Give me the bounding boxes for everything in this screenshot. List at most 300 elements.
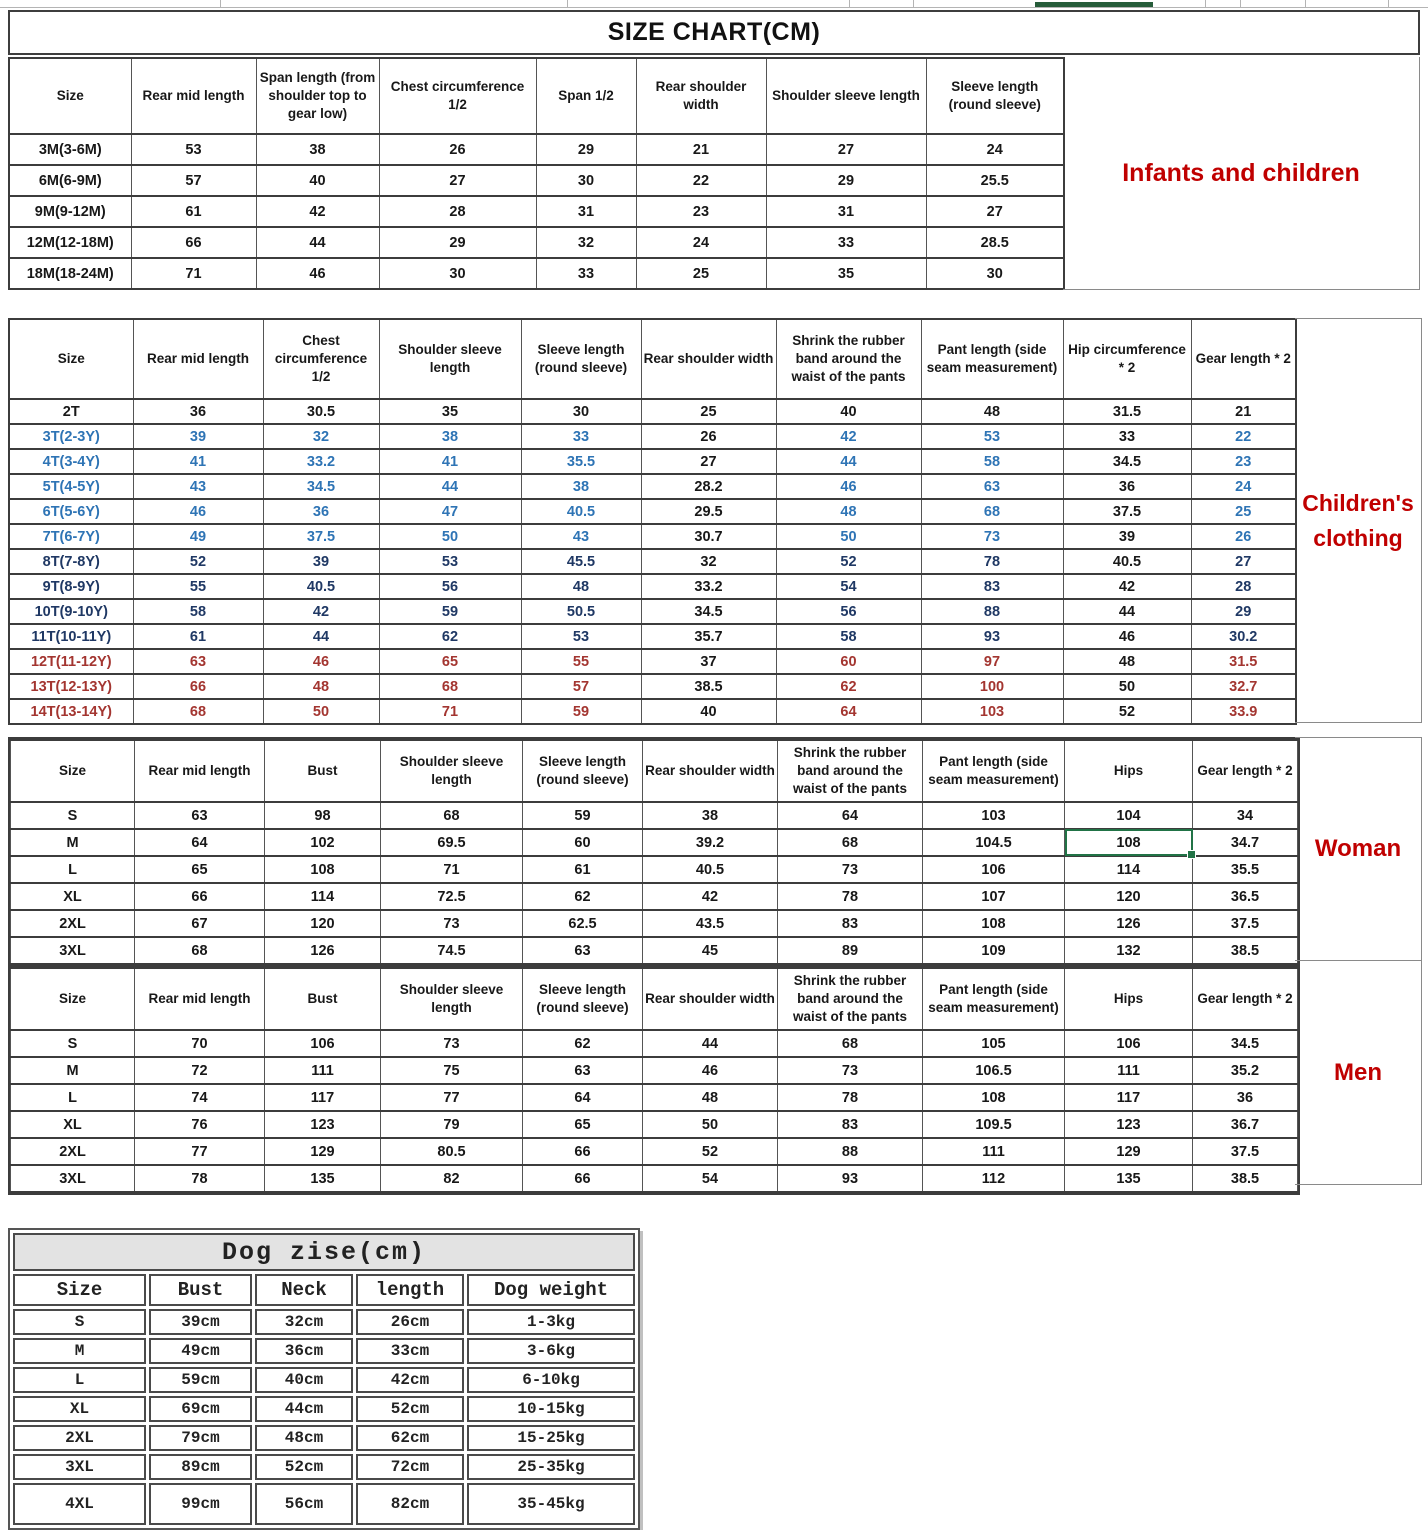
value-cell: 57 (131, 165, 256, 196)
value-cell: 50 (263, 699, 379, 724)
value-cell: 71 (131, 258, 256, 289)
value-cell: 29 (536, 134, 636, 165)
grid-tick (1240, 0, 1241, 8)
column-header: Hip circumference * 2 (1063, 319, 1191, 399)
value-cell: 135 (1065, 1165, 1193, 1192)
table-row (9, 574, 1296, 599)
size-cell: L (11, 1084, 135, 1111)
value-cell: 42 (263, 599, 379, 624)
column-header: Sleeve length (round sleeve) (523, 968, 643, 1030)
value-cell: 88 (921, 599, 1063, 624)
size-cell: 9T(8-9Y) (9, 574, 133, 599)
header-row (11, 740, 1298, 802)
value-cell: 55 (133, 574, 263, 599)
size-cell: S (11, 1030, 135, 1057)
value-cell: 111 (265, 1057, 381, 1084)
table-row (11, 1138, 1298, 1165)
value-cell: 66 (523, 1138, 643, 1165)
size-cell: 2XL (11, 1138, 135, 1165)
value-cell: 114 (265, 883, 381, 910)
value-cell: 106 (265, 1030, 381, 1057)
column-header: Size (11, 968, 135, 1030)
value-cell: 34.5 (641, 599, 776, 624)
value-cell: 34.7 (1193, 829, 1298, 856)
table-row (11, 883, 1298, 910)
value-cell: 106 (1065, 1030, 1193, 1057)
size-cell: 3XL (11, 1165, 135, 1192)
value-cell: 59 (521, 699, 641, 724)
value-cell: 65 (135, 856, 265, 883)
value-cell: 65 (379, 649, 521, 674)
size-cell: 6T(5-6Y) (9, 499, 133, 524)
column-header: Span 1/2 (536, 58, 636, 134)
value-cell: 52 (1063, 699, 1191, 724)
value-cell: 72cm (356, 1454, 464, 1480)
value-cell: 39 (263, 549, 379, 574)
value-cell: 43.5 (643, 910, 778, 937)
value-cell: 44 (256, 227, 379, 258)
column-header: Gear length * 2 (1191, 319, 1296, 399)
value-cell: 29 (379, 227, 536, 258)
value-cell: 126 (265, 937, 381, 964)
column-header: Pant length (side seam measurement) (921, 319, 1063, 399)
value-cell: 114 (1065, 856, 1193, 883)
selected-cell: 108 (1065, 829, 1193, 856)
column-header: Shoulder sleeve length (381, 740, 523, 802)
value-cell: 35.5 (521, 449, 641, 474)
value-cell: 32.7 (1191, 674, 1296, 699)
value-cell: 23 (1191, 449, 1296, 474)
size-cell: M (11, 1057, 135, 1084)
column-header: Size (13, 1274, 146, 1306)
value-cell: 37.5 (1063, 499, 1191, 524)
value-cell: 27 (379, 165, 536, 196)
table-row (13, 1367, 635, 1393)
value-cell: 72.5 (381, 883, 523, 910)
value-cell: 66 (131, 227, 256, 258)
table-row (13, 1483, 635, 1525)
value-cell: 6-10kg (467, 1367, 635, 1393)
value-cell: 56cm (255, 1483, 353, 1525)
value-cell: 68 (921, 499, 1063, 524)
value-cell: 108 (923, 1084, 1065, 1111)
value-cell: 42 (776, 424, 921, 449)
table-title: Dog zise(cm) (13, 1233, 635, 1271)
value-cell: 104.5 (923, 829, 1065, 856)
value-cell: 15-25kg (467, 1425, 635, 1451)
value-cell: 28.2 (641, 474, 776, 499)
value-cell: 27 (926, 196, 1064, 227)
value-cell: 40cm (255, 1367, 353, 1393)
value-cell: 48 (263, 674, 379, 699)
value-cell: 33.2 (641, 574, 776, 599)
infants-size-table (8, 57, 1065, 290)
value-cell: 36.5 (1193, 883, 1298, 910)
value-cell: 33 (521, 424, 641, 449)
value-cell: 33 (766, 227, 926, 258)
spreadsheet-gridline-strip (0, 0, 1428, 9)
value-cell: 89 (778, 937, 923, 964)
value-cell: 27 (641, 449, 776, 474)
value-cell: 33cm (356, 1338, 464, 1364)
table-row (13, 1425, 635, 1451)
value-cell: 108 (923, 910, 1065, 937)
column-header: Gear length * 2 (1193, 968, 1298, 1030)
section-label-children: Children's clothing (1295, 318, 1422, 723)
children-size-table (8, 318, 1297, 725)
value-cell: 1-3kg (467, 1309, 635, 1335)
value-cell: 62 (776, 674, 921, 699)
value-cell: 35 (379, 399, 521, 424)
table-row (9, 399, 1296, 424)
value-cell: 21 (1191, 399, 1296, 424)
value-cell: 77 (135, 1138, 265, 1165)
column-header: Bust (149, 1274, 252, 1306)
value-cell: 63 (523, 1057, 643, 1084)
value-cell: 33 (536, 258, 636, 289)
value-cell: 25-35kg (467, 1454, 635, 1480)
value-cell: 40.5 (521, 499, 641, 524)
column-header: Rear mid length (131, 58, 256, 134)
value-cell: 38 (643, 802, 778, 829)
section-label-men: Men (1295, 961, 1422, 1185)
grid-tick (1205, 0, 1206, 8)
value-cell: 103 (921, 699, 1063, 724)
value-cell: 68 (381, 802, 523, 829)
value-cell: 68 (133, 699, 263, 724)
value-cell: 41 (379, 449, 521, 474)
value-cell: 79 (381, 1111, 523, 1138)
value-cell: 74 (135, 1084, 265, 1111)
grid-tick (1305, 0, 1306, 8)
table-row (9, 549, 1296, 574)
value-cell: 25 (1191, 499, 1296, 524)
grid-green-accent (1035, 2, 1153, 7)
value-cell: 35.7 (641, 624, 776, 649)
value-cell: 49 (133, 524, 263, 549)
value-cell: 31.5 (1191, 649, 1296, 674)
value-cell: 76 (135, 1111, 265, 1138)
column-header: Chest circumference 1/2 (263, 319, 379, 399)
value-cell: 64 (778, 802, 923, 829)
value-cell: 46 (263, 649, 379, 674)
value-cell: 24 (1191, 474, 1296, 499)
value-cell: 117 (265, 1084, 381, 1111)
value-cell: 93 (778, 1165, 923, 1192)
size-cell: 11T(10-11Y) (9, 624, 133, 649)
value-cell: 62.5 (523, 910, 643, 937)
size-cell: 8T(7-8Y) (9, 549, 133, 574)
value-cell: 35.2 (1193, 1057, 1298, 1084)
value-cell: 108 (265, 856, 381, 883)
value-cell: 48 (643, 1084, 778, 1111)
size-cell: 3XL (13, 1454, 146, 1480)
value-cell: 58 (776, 624, 921, 649)
woman-size-table (8, 737, 1300, 967)
value-cell: 50 (1063, 674, 1191, 699)
value-cell: 63 (921, 474, 1063, 499)
table-row (9, 165, 1064, 196)
value-cell: 59 (523, 802, 643, 829)
table-row (11, 910, 1298, 937)
value-cell: 129 (265, 1138, 381, 1165)
size-cell: 13T(12-13Y) (9, 674, 133, 699)
value-cell: 63 (135, 802, 265, 829)
value-cell: 69.5 (381, 829, 523, 856)
value-cell: 26 (379, 134, 536, 165)
value-cell: 44 (263, 624, 379, 649)
value-cell: 88 (778, 1138, 923, 1165)
table-row (13, 1454, 635, 1480)
value-cell: 66 (523, 1165, 643, 1192)
value-cell: 129 (1065, 1138, 1193, 1165)
table-row (11, 829, 1298, 856)
value-cell: 40.5 (263, 574, 379, 599)
value-cell: 53 (921, 424, 1063, 449)
value-cell: 26 (641, 424, 776, 449)
value-cell: 39cm (149, 1309, 252, 1335)
value-cell: 105 (923, 1030, 1065, 1057)
value-cell: 30 (926, 258, 1064, 289)
value-cell: 48 (521, 574, 641, 599)
value-cell: 74.5 (381, 937, 523, 964)
column-header: length (356, 1274, 464, 1306)
value-cell: 83 (778, 1111, 923, 1138)
value-cell: 33 (1063, 424, 1191, 449)
size-cell: 12M(12-18M) (9, 227, 131, 258)
column-header: Sleeve length (round sleeve) (926, 58, 1064, 134)
value-cell: 98 (265, 802, 381, 829)
value-cell: 60 (776, 649, 921, 674)
column-header: Neck (255, 1274, 353, 1306)
value-cell: 34.5 (1063, 449, 1191, 474)
table-row (9, 499, 1296, 524)
value-cell: 70 (135, 1030, 265, 1057)
value-cell: 61 (523, 856, 643, 883)
value-cell: 50 (379, 524, 521, 549)
value-cell: 28 (379, 196, 536, 227)
value-cell: 68 (778, 1030, 923, 1057)
value-cell: 68 (379, 674, 521, 699)
column-header: Sleeve length (round sleeve) (521, 319, 641, 399)
value-cell: 73 (381, 1030, 523, 1057)
table-row (13, 1396, 635, 1422)
value-cell: 64 (135, 829, 265, 856)
column-header: Hips (1065, 968, 1193, 1030)
grid-tick (220, 0, 221, 8)
value-cell: 38.5 (641, 674, 776, 699)
value-cell: 24 (926, 134, 1064, 165)
column-header: Size (9, 319, 133, 399)
value-cell: 40 (256, 165, 379, 196)
column-header: Rear mid length (135, 968, 265, 1030)
size-cell: 7T(6-7Y) (9, 524, 133, 549)
table-row (11, 937, 1298, 964)
size-cell: 2XL (13, 1425, 146, 1451)
value-cell: 32 (536, 227, 636, 258)
size-cell: 4T(3-4Y) (9, 449, 133, 474)
value-cell: 22 (1191, 424, 1296, 449)
value-cell: 47 (379, 499, 521, 524)
size-cell: M (13, 1338, 146, 1364)
size-cell: L (11, 856, 135, 883)
column-header: Rear shoulder width (643, 740, 778, 802)
value-cell: 36 (133, 399, 263, 424)
value-cell: 38.5 (1193, 1165, 1298, 1192)
column-header: Rear shoulder width (636, 58, 766, 134)
value-cell: 78 (135, 1165, 265, 1192)
column-header: Size (11, 740, 135, 802)
value-cell: 65 (523, 1111, 643, 1138)
table-row (11, 1030, 1298, 1057)
value-cell: 35-45kg (467, 1483, 635, 1525)
value-cell: 66 (135, 883, 265, 910)
table-row (9, 474, 1296, 499)
value-cell: 46 (133, 499, 263, 524)
size-cell: M (11, 829, 135, 856)
column-header: Hips (1065, 740, 1193, 802)
page-title (8, 10, 1420, 55)
value-cell: 62 (523, 1030, 643, 1057)
value-cell: 99cm (149, 1483, 252, 1525)
value-cell: 106 (923, 856, 1065, 883)
size-cell: 5T(4-5Y) (9, 474, 133, 499)
table-row (9, 624, 1296, 649)
size-cell: 4XL (13, 1483, 146, 1525)
value-cell: 73 (921, 524, 1063, 549)
value-cell: 73 (381, 910, 523, 937)
value-cell: 38 (521, 474, 641, 499)
value-cell: 27 (1191, 549, 1296, 574)
value-cell: 43 (521, 524, 641, 549)
value-cell: 32cm (255, 1309, 353, 1335)
dog-size-table (8, 1228, 640, 1530)
value-cell: 30.5 (263, 399, 379, 424)
value-cell: 132 (1065, 937, 1193, 964)
value-cell: 27 (766, 134, 926, 165)
table-row (11, 856, 1298, 883)
value-cell: 61 (131, 196, 256, 227)
value-cell: 36 (1063, 474, 1191, 499)
value-cell: 109 (923, 937, 1065, 964)
value-cell: 10-15kg (467, 1396, 635, 1422)
value-cell: 34.5 (1193, 1030, 1298, 1057)
table-row (11, 1165, 1298, 1192)
value-cell: 53 (131, 134, 256, 165)
value-cell: 43 (133, 474, 263, 499)
column-header: Shoulder sleeve length (766, 58, 926, 134)
value-cell: 21 (636, 134, 766, 165)
value-cell: 68 (778, 829, 923, 856)
table-row (9, 599, 1296, 624)
value-cell: 123 (265, 1111, 381, 1138)
table-row (9, 674, 1296, 699)
value-cell: 23 (636, 196, 766, 227)
value-cell: 46 (643, 1057, 778, 1084)
header-row (9, 58, 1064, 134)
section-label-infants: Infants and children (1063, 57, 1420, 290)
value-cell: 24 (636, 227, 766, 258)
value-cell: 56 (776, 599, 921, 624)
value-cell: 34 (1193, 802, 1298, 829)
size-cell: 18M(18-24M) (9, 258, 131, 289)
table-row (11, 1057, 1298, 1084)
value-cell: 63 (523, 937, 643, 964)
value-cell: 57 (521, 674, 641, 699)
value-cell: 67 (135, 910, 265, 937)
column-header: Size (9, 58, 131, 134)
size-cell: 14T(13-14Y) (9, 699, 133, 724)
value-cell: 104 (1065, 802, 1193, 829)
value-cell: 50 (643, 1111, 778, 1138)
value-cell: 80.5 (381, 1138, 523, 1165)
value-cell: 37.5 (1193, 910, 1298, 937)
value-cell: 52 (643, 1138, 778, 1165)
value-cell: 22 (636, 165, 766, 196)
value-cell: 62 (379, 624, 521, 649)
value-cell: 55 (521, 649, 641, 674)
value-cell: 83 (778, 910, 923, 937)
table-row (13, 1309, 635, 1335)
value-cell: 44 (1063, 599, 1191, 624)
value-cell: 72 (135, 1057, 265, 1084)
value-cell: 34.5 (263, 474, 379, 499)
value-cell: 120 (1065, 883, 1193, 910)
value-cell: 126 (1065, 910, 1193, 937)
size-cell: 3M(3-6M) (9, 134, 131, 165)
value-cell: 53 (521, 624, 641, 649)
page-title-text: SIZE CHART(CM) (607, 18, 821, 46)
value-cell: 42cm (356, 1367, 464, 1393)
value-cell: 71 (379, 699, 521, 724)
value-cell: 30 (379, 258, 536, 289)
value-cell: 58 (921, 449, 1063, 474)
value-cell: 49cm (149, 1338, 252, 1364)
value-cell: 38 (256, 134, 379, 165)
value-cell: 39.2 (643, 829, 778, 856)
value-cell: 69cm (149, 1396, 252, 1422)
column-header: Rear shoulder width (643, 968, 778, 1030)
column-header: Shoulder sleeve length (379, 319, 521, 399)
size-cell: XL (13, 1396, 146, 1422)
value-cell: 29.5 (641, 499, 776, 524)
value-cell: 75 (381, 1057, 523, 1084)
value-cell: 44cm (255, 1396, 353, 1422)
value-cell: 48 (1063, 649, 1191, 674)
value-cell: 42 (643, 883, 778, 910)
value-cell: 64 (523, 1084, 643, 1111)
value-cell: 25.5 (926, 165, 1064, 196)
value-cell: 54 (776, 574, 921, 599)
value-cell: 30 (521, 399, 641, 424)
value-cell: 31 (536, 196, 636, 227)
value-cell: 25 (636, 258, 766, 289)
value-cell: 44 (643, 1030, 778, 1057)
value-cell: 46 (256, 258, 379, 289)
value-cell: 40 (776, 399, 921, 424)
section-dog (8, 1228, 640, 1530)
value-cell: 39 (1063, 524, 1191, 549)
value-cell: 82cm (356, 1483, 464, 1525)
value-cell: 52 (133, 549, 263, 574)
table-row (9, 424, 1296, 449)
value-cell: 38.5 (1193, 937, 1298, 964)
value-cell: 68 (135, 937, 265, 964)
value-cell: 63 (133, 649, 263, 674)
value-cell: 54 (643, 1165, 778, 1192)
table-row (11, 1084, 1298, 1111)
value-cell: 107 (923, 883, 1065, 910)
